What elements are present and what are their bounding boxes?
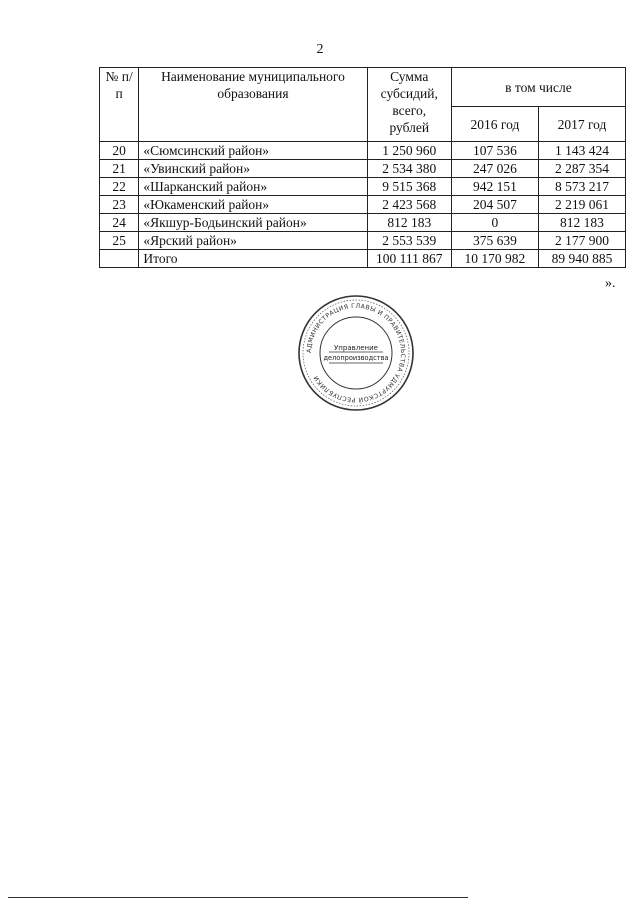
cell-2017: 2 177 900 [538,232,625,250]
stamp-center-text-2: делопроизводства [323,354,389,362]
table-row [100,214,626,232]
cell-name: «Якшур-Бодьинский район» [139,214,367,232]
cell-2016: 204 507 [451,196,538,214]
closing-quote: ». [605,276,616,291]
header-total: Сумма субсидий, всего, рублей [367,68,451,142]
footer-rule [8,897,468,898]
cell-num: 24 [100,214,139,232]
cell-2016: 375 639 [451,232,538,250]
page-number: 2 [316,42,324,57]
cell-num: 23 [100,196,139,214]
table-body [100,142,626,268]
cell-total: 812 183 [367,214,451,232]
cell-2017: 2 219 061 [538,196,625,214]
cell-2016: 107 536 [451,142,538,160]
table-total-row [100,250,626,268]
cell-total: 2 553 539 [367,232,451,250]
cell-2016: 10 170 982 [451,250,538,268]
cell-num: 21 [100,160,139,178]
table-row [100,142,626,160]
cell-total: 100 111 867 [367,250,451,268]
table-row [100,196,626,214]
official-seal-icon [296,293,416,413]
cell-2017: 89 940 885 [538,250,625,268]
cell-2017: 2 287 354 [538,160,625,178]
cell-num [100,250,139,268]
cell-2016: 247 026 [451,160,538,178]
header-name: Наименование муниципального образования [139,68,367,142]
header-year-2016: 2016 год [451,107,538,142]
cell-total: 2 423 568 [367,196,451,214]
header-year-2017: 2017 год [538,107,625,142]
cell-name: «Юкаменский район» [139,196,367,214]
cell-2017: 1 143 424 [538,142,625,160]
header-group: в том числе [451,68,625,107]
cell-num: 22 [100,178,139,196]
cell-name: «Ярский район» [139,232,367,250]
cell-total: 2 534 380 [367,160,451,178]
stamp-ring-text: АДМИНИСТРАЦИЯ ГЛАВЫ И ПРАВИТЕЛЬСТВА УДМУРТСКОЙ РЕСПУБЛИКИ [305,302,407,404]
header-num: № п/п [100,68,139,142]
subsidy-table [99,67,626,268]
cell-name: «Шарканский район» [139,178,367,196]
cell-2017: 812 183 [538,214,625,232]
cell-total: 9 515 368 [367,178,451,196]
cell-name: «Увинский район» [139,160,367,178]
cell-name: «Сюмсинский район» [139,142,367,160]
cell-2016: 942 151 [451,178,538,196]
table-row [100,178,626,196]
stamp-center-text-1: Управление [334,344,378,352]
cell-num: 25 [100,232,139,250]
cell-total: 1 250 960 [367,142,451,160]
table-row [100,160,626,178]
table-header-row [100,68,626,107]
cell-2016: 0 [451,214,538,232]
cell-num: 20 [100,142,139,160]
cell-2017: 8 573 217 [538,178,625,196]
cell-name: Итого [139,250,367,268]
table-row [100,232,626,250]
